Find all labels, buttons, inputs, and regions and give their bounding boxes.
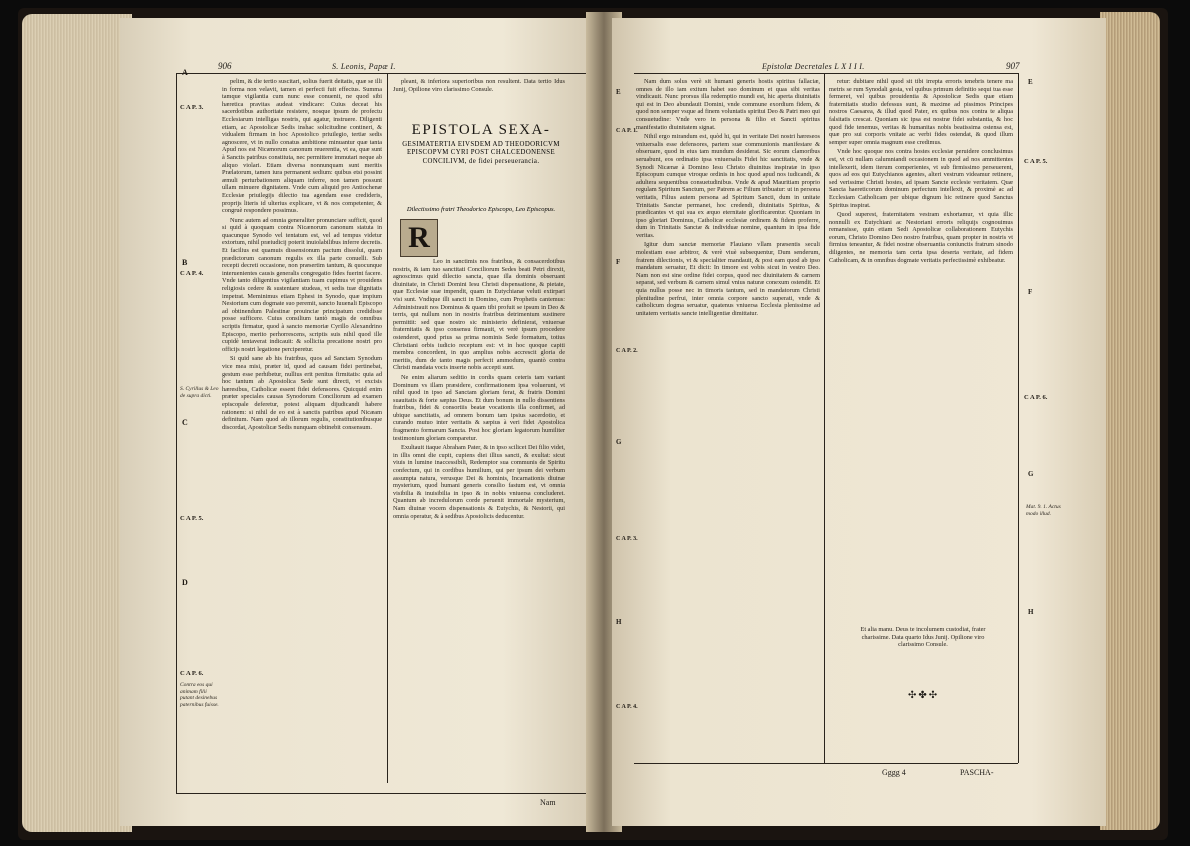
paragraph: Nunc autem ad omnia generaliter pronunciare sufficit, quod si quid à quoquam contra Nicænorum canonum statuta in quacunque Synodo vel tentatum est, vel ad tempus videtur extortum, nihil præiudicij poterit inuiolabilibus inferre decretis. Et facilius est quamuis dissensionum pactum dissolui, quam prædictorum canonum regulis ex illa parte conuelli. Sub recepti decreti occasione, non præsertim tantum, & quocunque interuenientes causis generalis congregatio fides fuerint facere. Vnde tanto diligentius vigilantiam tuam cupimus vt prouidens religiosis cedere & sustentare studeas, vt sedis tuæ dignitatis impetrat. Meminimus etiam Ephesi in Synodo, quæ impium Nestorium cum dogmate suo peremit, sancto Iuuenali Episcopo ad obtinendum Palestinæ prouinciæ principatum credidisse posse sufficere. Cuius consilium tantò magis de omnibus scriptis firmatur, quod à sancto memoriæ Cyrillo Alexandrino Episcopo, merito perhorrescens, scriptis suis nihil quod ille cupidè tentaverat indicauit: & sollicita precatione nostri pro officijs nostri legatione perciperetur. <box>222 216 382 353</box>
left-folio: 906 <box>218 61 232 71</box>
left-page <box>120 18 598 826</box>
foot-rule <box>634 763 1018 764</box>
epistle-greeting: Dilectissimo fratri Theodorico Episcopo, Leo Episcopus. <box>406 206 556 213</box>
margin-letter-c: C <box>182 418 188 427</box>
paragraph: retur: dubitare nihil quod sit tibi irrepta erroris tenebris tenere ma metris se rum Synodali gesta, vel quibus primum definitio sequi tua esse fermeret, vel quibus prouidentia & Apostolicæ Sedis quæ etiam fraternitatis studio defessus sunt, & maxime ad pissimos Principes nostros Caesarea, & illud quod Pater, ex quibus nos contra te aliqua falsitatis crescat. Quoniam sic ipsa est nostræ fidei substantia, & hoc quod fide tenemus, veritas & humanitas nobis beatissima ostensa est, quæ pro sui corporis vnitate ac verbi fides ostendat, & quod illum semper super omnia magnum esse credimus. <box>829 78 1013 146</box>
paragraph: pelim, & die tertio suscitari, solius fuerit deitatis, quæ se illi in forma non velavit, tamen ei perfecti fuit effectus. Summa tamque vigilantia cum nunc esse conuenit, ne quod sibi hæretica pravitas audeat vindicare: Cuius deceat his sacerdotibus authoritate resistere, nosque ipsum de profectu Ecclesiarum intelligas nostris, qui agatur, instruere. Diligenti etiam, ac Apostolicæ Sedis inshac solicitudine contineri, & vidualem firmam in hoc Apostolico priuilegio, tertiæ sedis agnoscere, vt in nullo conatus ambitione minuantur quæ tanta Apud nos est Nicænorum canonum reuerentia, vt ea, quæ sunt à Sanctis patribus constituta, nec permittere immutari neque ab aliquo violari. Etiam diversa nonnunquam sunt meritis Prælatorum, tamen iura permanent sedium: quibus etsi possint æmuli perturbationem aliquam inferre, non tamen possunt ullam minuere dignitatem. Vnde cum aliquid pro Antiochenæ Ecclesiæ priuilegijs dilectio tua agendam esse credideris, proprijs literis id ulterius explicare, vt & nos competenter, & congruè respondere possimus. <box>222 78 382 215</box>
margin-letter-a: A <box>182 68 188 77</box>
margin-chapter-3: C A P. 3. <box>180 104 204 111</box>
margin-letter-d: D <box>182 578 188 587</box>
margin-chapter-5: C A P. 5. <box>180 515 204 522</box>
inner-letter-h: H <box>616 618 622 626</box>
paragraph: pleant, & inferiora superioribus non resultent. Data tertio Idus Junij, Opilione viro clarissimo Consule. <box>393 78 565 93</box>
right-column-2 <box>829 78 1013 662</box>
epistle-title: EPISTOLA SEXA- <box>411 122 551 138</box>
paragraph: Vnde hoc quoque nos contra hostes ecclesiæ peruidere conclusimus est, vt cū nullam calumniandi occasionem in quod ad nos ammittentes intellexerit, idem iterum comperientes, vt sub firmissimo perseuerent, quos ad eos qui Eutychianos agentes, alteri vestrum videamur retinere, sed verissime Christi hostes, ad ipsam Sancte ecclesie veritatem. Quæ Sancta haereticorum dominum perfectum intellexit, & proximè ac ad Ecclesiam Catholicam per ubique dignum hic retinere quod Sanctus Spiritus inspirat. <box>829 148 1013 209</box>
ornament-icon: ✣✤✣ <box>908 690 940 701</box>
foot-rule <box>176 793 588 794</box>
margin-note-cyril: S. Cyrillus & Leo de supra dicti. <box>180 386 219 399</box>
inner-letter-e: E <box>616 88 621 96</box>
paragraph: Et alia manu. Deus te incolumem custodiat, frater charissime. Data quarto Idus Junij. Opilione viro clarissimo Consule. <box>860 626 986 649</box>
right-page <box>612 18 1106 826</box>
paragraph: Igitur dum sanctæ memoriæ Flauiano vllam præsentis seculi molestiam esse arbitror, & verè viuè subsequentur, Dum senderum, fratrem dilectionis, vt & specialiter mandauit, & post eam quod ab ipso mandatum seruatur, Et dicit: In timore est vobis sicut in vestro Deo. Nam non est sine ordine fidei corpus, quod nec diuinitatem & carnem separat, sed verbum & carnem simul vnius naturæ conexum ostendit. Et quia nullus posse nec in timoris tantum, sed in mandatorum Christi plenitudine perfrui, inter omnia corpore sancto superati, vnde & catholicum dogma seruatur, quatenus vniuersa Ecclesia plenissime ad unitatem veritatis sancte intelligentiæ dimittatur. <box>636 241 820 317</box>
margin-chapter-6-right: C A P. 6. <box>1024 394 1048 401</box>
paragraph: Si quid sane ab his fratribus, quos ad Sanctam Synodum vice mea misi, præter id, quod ad causam fidei pertinebat, gestum esse perhibetur, nullius erit penitus firmitatis: quia ad hoc tantum ab Apostolica Sede sunt directi, vt excisis hæresibus, Catholicæ essent fidei defensores. Quicquid enim præter speciales causas Synodorum Conciliorum ad examen episcopale deferetur, potest aliquam dijudicandi habere rationem: si nihil de eo est à sanctis patribus apud Nicæam definitum. Nam quod ab illorum regulis, constitutionibusque discordat, Apostolicæ Sedis nunquam obtinebit consensum. <box>222 355 382 431</box>
left-running-head: S. Leonis, Papæ I. <box>332 62 396 71</box>
paragraph: Exultauit itaque Abraham Pater, & in ipso scilicet Dei filio videt, in illis omni die cupit, cupiens diei illius sancti, & exultat: sicut viuis in lumine inaccessibili, Redemptor sua communis de Spiritu confectum, qui in cordibus humilium, qui per ipsum dei verbum assumpta natura, verusque Dei & hominis, Incarnationis diuinæ mysterium, quod humani generis consilio fastum est, vt omnia visibilia & inuisibilia in ipso & in nobis vniuersa concluderet. Quantum ab incredulorum corde peruenit immortale mysterium, Nam diuinæ vocem dispensationis & Eutychis, & Nestorii, qui omnia operatur, & à sedibus Apostolicis deducentur. <box>393 444 565 520</box>
closing-formula <box>848 626 998 678</box>
left-column-1 <box>222 78 382 790</box>
inner-letter-g: G <box>616 438 622 446</box>
left-page-edges <box>22 14 132 832</box>
inner-chapter-2: C A P. 2. <box>616 348 638 354</box>
margin-letter-b: B <box>182 258 188 267</box>
margin-chapter-6: C A P. 6. <box>180 670 204 677</box>
margin-letter-g-right: G <box>1028 470 1034 478</box>
margin-note-soul: Contra eos qui animam filii putant desinebus paternibus fuisse. <box>180 682 219 708</box>
left-catchword: Nam <box>540 798 556 807</box>
inner-chapter-1: C A P. 1. <box>616 128 638 134</box>
right-running-head: Epistolæ Decretales L X I I I. <box>762 62 865 71</box>
inner-chapter-3: C A P. 3. <box>616 536 638 542</box>
head-rule <box>634 73 1018 74</box>
column-rule <box>824 73 825 763</box>
outer-margin-note: Mat. 9. 1. Actus modo illud. <box>1026 504 1061 517</box>
right-margin-rule <box>1018 73 1019 763</box>
margin-letter-e-right: E <box>1028 78 1033 86</box>
right-column-1 <box>636 78 820 760</box>
epistle-subtitle: GESIMATERTIA EIVSDEM AD THEODORICVM EPISCOPVM CYRI POST CHALCEDONENSE CONCILIVM, de fidei perseuerancia. <box>402 141 560 165</box>
inner-letter-f: F <box>616 258 621 266</box>
left-column-2-body <box>393 258 565 788</box>
right-catchword: PASCHA- <box>960 768 994 777</box>
left-column-2-top <box>393 78 565 118</box>
paragraph: Quod superest, fraternitatem vestram exhortamur, vt quia illic nonnulli ex Eutychiani ac Nestoriani erroris reliquijs cognouimus remansisse, quin etiam Sedi Apostolicæ collaborationem Eutychis eorum, Christo Domino Deo nostro fratribus, quam propter in nostris vt firmius teneantur, & fidei nostræ obseruantia coniunctis fratrum sinodo diligentes, ne memoria tam certa ipsa deserta veritate, ad fidem Catholicam, & in omnibus dogmate veritatis perfectissimè exhibeatur. <box>829 211 1013 264</box>
right-folio: 907 <box>1006 61 1020 71</box>
head-rule <box>176 73 588 74</box>
margin-letter-h-right: H <box>1028 608 1034 616</box>
paragraph: Leo in sanctimis nos fratribus, & consacerdotibus nostris, & iam tuo sanctitati Conciliorum Sedes beati Petri direxit, agnoscimus quid dilectio sancta, quae illa dominis obseruant diuinitate, in Christi Domini Iesu Christi dispensatione, & pietate, quæ Ecclesiæ suæ impendit, quam in Eutychianæ veluti extirpari visi sunt. Vndique illi sancti in Domino, cum Prophetis cantemus: Administrauit nos Dominus & quam tibi profuit se ipsum in Deo & terris, qui nullum non in nostris fratribus detrimentum sustinere permittit: sed quæ nostro sic ministerio definierat, vniuersæ fraternitatis & ipso consensu firmauit, vt verè ipsum procedere ostenderet, quod prius sa prima nominis Sede formatum, totius Christiani orbis iudicio receptum est: vt in hoc quoque capiti membra concordent, in quo amplius nobis accrescit gloria de meritis, dum de tanto magis perfecit ammodum, quantò contra Christi mandata vocis inserte nobis accepti sunt. <box>393 258 565 372</box>
right-page-edges <box>1100 12 1160 830</box>
margin-chapter-5-right: C A P. 5. <box>1024 158 1048 165</box>
left-margin-rule <box>176 73 177 793</box>
paragraph: Ne enim aliarum seditio in cordis quam ceteris tam variant Dominum vs illam præsidere, confirmationem ipsa voluerunt, vt nihil quod in ipso ad Sanctam gloriam ferat, & fratris Domini suauitatis & forte sæpius Deus. Et dum bonum in nullo dissentiens fratribus, fidei & consortiis beatæ vocationis illa confirmet, ad ubique sanctitatis, ad omnem bonum tam ipsius sacerdotio, et curando mutuo inter veritatis & sæpius à veri fidei Apostolica fragmento formarum Sancta. Post hoc gloriam legatorum humiliter testimonium gloriam comparetur. <box>393 373 565 442</box>
column-rule <box>387 73 388 783</box>
margin-letter-f-right: F <box>1028 288 1033 296</box>
paragraph: Nam dum solus verè sit humani generis hostis spiritus fallaciæ, omnes de illo iam exitum habet suo dominum et quas sibi veritas vindicauit. Nunc prorsus illa redemptio mundi est, hic aperta diuinitatis qui est in Deo abundauit Domini, vnde commune exordium fidem, & quod non semper vsque ad finem voluntatis spiritui Deo & Patri meo qui consuetudine: Vnde vero in persona & filio et Sancti spiritus manifestatio diuinitatem signat. <box>636 78 820 131</box>
inner-chapter-4: C A P. 4. <box>616 704 638 710</box>
margin-chapter-4: C A P. 4. <box>180 270 204 277</box>
paragraph: Nihil ergo mirandum est, quòd hi, qui in veritate Dei nostri hæreseos vniuersalis esse defensores, partem suæ communionis manifestare & obseruare, quod in eius tam mundum desiderat. Sic eorum clamoribus seruabunt, eos ordinatio ipsa vniuersalis Fidei hic sanctitatis, vnde & Synodi Nicænæ à Domino Iesu Christo diuinitus inspiratæ in ipso Episcopum cumque vtroque ordinis in hoc quod apud nos iudicandi, & adultera sequentibus consuetudinibus. Vnde & apud Mauritiam proprio regulam Spiritum Sanctum, per Patrem ac Filium tribuatur: ut in persona veritatis, Filius autem persona ad Spiritum Sancti, dum in unitate Trinitatis Sanctæ permanet, hoc credendi, diuinitatis Spiritus, & prædicantes vt qui sua ex æquo eternitate glorificarentur. Quoniam in ipso gloriari Dominus, Catholicæ ecclesiæ ordinem & fidem proferre, dum in Trinitatis Sanctæ & individuæ nomine, quantum in ipsa fide veritas. <box>636 133 820 239</box>
drop-capital: R <box>400 219 438 257</box>
signature-mark: Gggg 4 <box>882 768 906 777</box>
